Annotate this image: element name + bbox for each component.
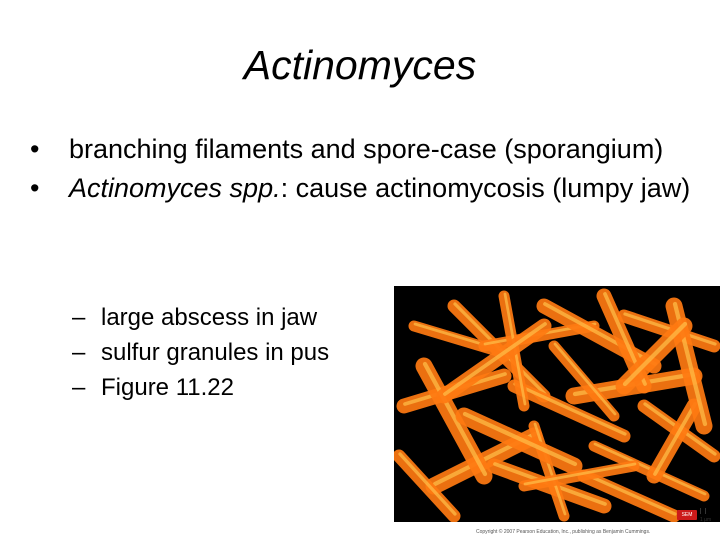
bullet-dot: • xyxy=(30,134,40,164)
slide-title: Actinomyces xyxy=(243,42,477,88)
sub-bullet-item: – sulfur granules in pus xyxy=(72,339,330,366)
bullet-item xyxy=(30,133,710,165)
sub-bullet-item: – large abscess in jaw xyxy=(72,304,318,331)
micrograph-graphic xyxy=(394,286,720,522)
sem-badge: SEM xyxy=(677,510,697,520)
sub-bullet-text: sulfur granules in pus xyxy=(101,339,330,366)
copyright-notice: Copyright © 2007 Pearson Education, Inc., publishing as Benjamin Cummings. xyxy=(476,529,651,535)
sub-bullet-item: – Figure 11.22 xyxy=(72,374,234,401)
scale-label: 1 μm xyxy=(700,517,712,523)
bullet-list xyxy=(30,133,710,204)
bullet-text: branching filaments and spore-case (sporangium) xyxy=(69,134,664,164)
bullet-text: : cause actinomycosis (lumpy jaw) xyxy=(280,173,691,203)
micrograph-image xyxy=(394,286,720,522)
scale-bar-line xyxy=(700,508,701,514)
scale-bar-line xyxy=(705,508,706,514)
bullet-italic-term: Actinomyces spp. xyxy=(69,173,281,203)
bullet-item xyxy=(30,172,710,204)
filament-shape xyxy=(534,426,564,516)
sub-bullet-text: large abscess in jaw xyxy=(101,304,318,331)
bullet-dot: • xyxy=(30,173,40,203)
scale-bar xyxy=(700,508,712,522)
sub-bullet-list xyxy=(72,300,329,405)
sub-bullet-text: Figure 11.22 xyxy=(101,374,234,401)
